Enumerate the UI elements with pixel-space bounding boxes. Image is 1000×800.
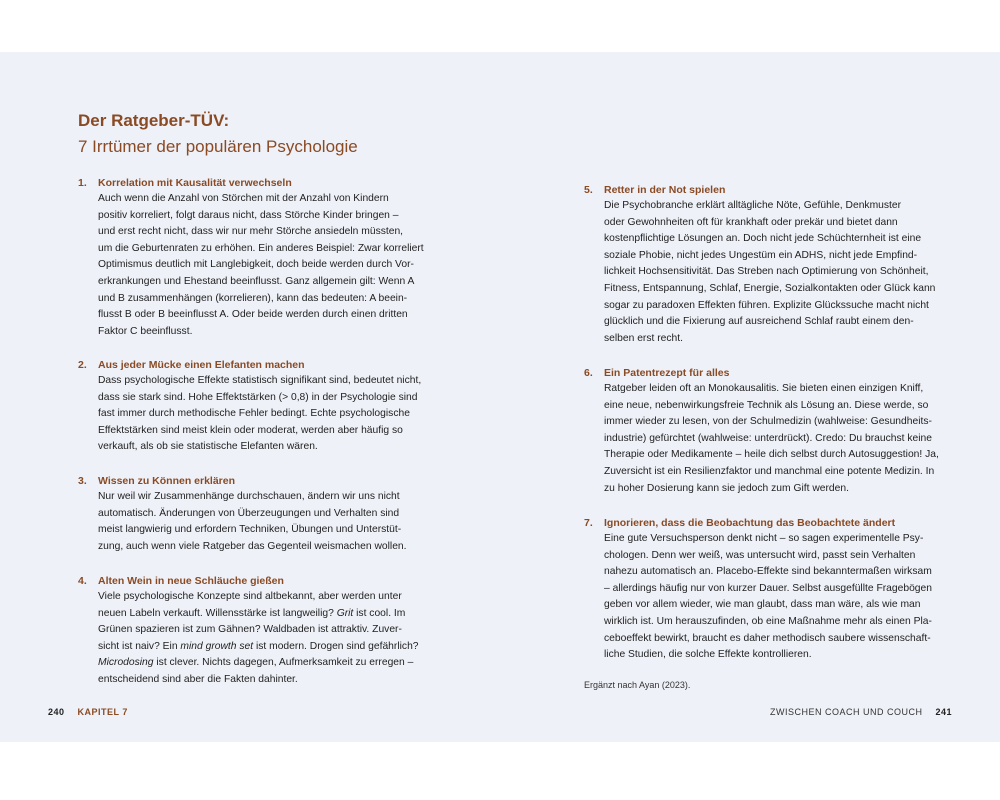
body-line: erkrankungen und Ehestand beeinflusst. Ganz allgemein gilt: Wenn A xyxy=(98,275,415,287)
body-line: geben vor allem wieder, wie man glaubt, dass man wäre, als wie man xyxy=(604,599,921,611)
body-line: automatisch. Änderungen von Überzeugungen und Verhalten sind xyxy=(98,507,400,519)
body-line: chologen. Denn wer weiß, was untersucht wird, passt sein Verhalten xyxy=(604,549,916,561)
body-line: Faktor C beeinflusst. xyxy=(98,325,193,337)
list-item-7 xyxy=(584,515,964,664)
item-heading: Retter in der Not spielen xyxy=(604,184,726,196)
list-item-1 xyxy=(78,175,438,340)
list-item-6 xyxy=(584,365,964,497)
item-number: 7. xyxy=(584,517,593,529)
body-line: glücklich und die Fixierung auf ausreichend Schlaf raubt einem den- xyxy=(604,316,914,328)
item-body xyxy=(98,589,438,689)
body-line: fast immer durch methodische Fehler bedingt. Echte psychologische xyxy=(98,408,410,420)
page-number-right: 241 xyxy=(935,707,952,717)
item-number: 3. xyxy=(78,475,87,487)
running-head-title: ZWISCHEN COACH UND COUCH xyxy=(769,707,923,717)
item-body xyxy=(604,381,964,497)
body-line: Dass psychologische Effekte statistisch signifikant sind, bedeutet nicht, xyxy=(98,375,422,386)
item-heading: Korrelation mit Kausalität verwechseln xyxy=(98,177,292,189)
body-line: Fitness, Entspannung, Schlaf, Energie, Sozialkontakten oder Glück kann xyxy=(604,282,936,294)
body-line: verkauft, als ob sie statistische Elefanten wären. xyxy=(98,441,318,453)
body-line: sogar zu paradoxen Effekten führen. Explizite Glückssuche macht nicht xyxy=(604,299,929,311)
body-line: soziale Phobie, nicht jedes Ungestüm ein ADHS, nicht jede Empfind- xyxy=(604,249,918,261)
italic-term: mind growth set xyxy=(180,640,254,652)
body-line: neuen Labeln verkauft. Willensstärke ist langweilig? Grit ist cool. Im xyxy=(98,607,406,619)
body-line: Zuversicht ist ein Resilienzfaktor und manchmal eine potente Medizin. In xyxy=(604,465,935,477)
body-line: flusst B oder B beeinflusst A. Oder beide werden durch einen dritten xyxy=(98,309,408,321)
page-subtitle: 7 Irrtümer der populären Psychologie xyxy=(78,137,358,156)
list-item-5 xyxy=(584,182,964,347)
body-line: und erst recht nicht, dass wir nur mehr Störche ansiedeln müssten, xyxy=(98,226,404,238)
item-body xyxy=(604,198,964,347)
body-line: positiv korreliert, folgt daraus nicht, dass Störche Kinder bringen – xyxy=(98,209,399,221)
item-number: 4. xyxy=(78,575,87,587)
body-line: nahezu automatisch an. Placebo-Effekte sind bekanntermaßen wirksam xyxy=(604,566,932,578)
item-heading: Alten Wein in neue Schläuche gießen xyxy=(98,575,284,587)
body-line: ceboeffekt bewirkt, braucht es daher methodisch saubere wissenschaft- xyxy=(604,632,931,644)
item-body xyxy=(98,489,438,555)
item-number: 1. xyxy=(78,177,87,189)
body-line: zung, auch wenn viele Ratgeber das Gegenteil weismachen wollen. xyxy=(98,540,407,552)
item-heading: Ignorieren, dass die Beobachtung das Beobachtete ändert xyxy=(604,517,896,529)
body-line: Eine gute Versuchsperson denkt nicht – so sagen experimentelle Psy- xyxy=(604,533,924,544)
body-line: eine neue, nebenwirkungsfreie Technik als Lösung an. Diese werde, so xyxy=(604,399,929,411)
source-note: Ergänzt nach Ayan (2023). xyxy=(584,680,691,690)
body-line: Ratgeber leiden oft an Monokausalitis. Sie bieten einen einzigen Kniff, xyxy=(604,383,924,394)
item-number: 5. xyxy=(584,184,593,196)
body-line: Viele psychologische Konzepte sind altbekannt, aber werden unter xyxy=(98,591,402,602)
body-line: liche Studien, die solche Effekte kontrollieren. xyxy=(604,649,812,661)
body-line: zu hoher Dosierung kann sie jedoch zum Gift werden. xyxy=(604,482,849,494)
italic-term: Grit xyxy=(336,607,354,619)
body-line: Therapie oder Medikamente – heile dich selbst durch Autosuggestion! Ja, xyxy=(604,449,939,461)
list-item-3 xyxy=(78,473,438,555)
body-line: Auch wenn die Anzahl von Störchen mit der Anzahl von Kindern xyxy=(98,193,389,204)
body-line: Microdosing ist clever. Nichts dagegen, Aufmerksamkeit zu erregen – xyxy=(98,657,414,669)
body-line: Nur weil wir Zusammenhänge durchschauen, ändern wir uns nicht xyxy=(98,491,400,502)
body-line: sicht ist naiv? Ein mind growth set ist modern. Drogen sind gefährlich? xyxy=(98,640,419,652)
item-number: 6. xyxy=(584,367,593,379)
item-body xyxy=(604,531,964,664)
body-line: oder Gewohnheiten oft für krankhaft oder prekär und bietet dann xyxy=(604,216,898,228)
italic-term: Microdosing xyxy=(98,657,154,669)
body-line: Grünen spazieren ist zum Gähnen? Waldbaden ist attraktiv. Zuver- xyxy=(98,624,402,636)
body-line: selben erst recht. xyxy=(604,332,683,344)
body-line: immer wieder zu lesen, von der Schulmedizin (wahlweise: Gesundheits- xyxy=(604,416,932,428)
body-line: entscheidend sind aber die Fakten dahinter. xyxy=(98,673,298,685)
body-line: industrie) gefürchtet (wahlweise: unterdrückt). Credo: Du brauchst keine xyxy=(604,432,932,444)
body-line: wirklich ist. Um herauszufinden, ob eine Maßnahme mehr als einen Pla- xyxy=(604,615,932,627)
item-body xyxy=(98,191,438,340)
item-heading: Aus jeder Mücke einen Elefanten machen xyxy=(98,359,305,371)
body-line: – allerdings häufig nur von kurzer Dauer. Selbst ausgefüllte Fragebögen xyxy=(604,582,932,594)
body-line: meist langwierig und erfordern Techniken, Übungen und Unterstüt- xyxy=(98,524,402,536)
body-line: kostenpflichtige Lösungen an. Doch nicht jede Schüchternheit ist eine xyxy=(604,233,922,245)
body-line: lichkeit Hochsensitivität. Das Streben nach Optimierung von Schönheit, xyxy=(604,266,929,278)
item-number: 2. xyxy=(78,359,87,371)
body-line: Die Psychobranche erklärt alltägliche Nöte, Gefühle, Denkmuster xyxy=(604,200,902,211)
page-number-left: 240 xyxy=(48,707,65,717)
body-line: um die Geburtenraten zu erhöhen. Ein anderes Beispiel: Zwar korreliert xyxy=(98,242,424,254)
body-line: dass sie stark sind. Hohe Effektstärken (> 0,8) in der Psychologie sind xyxy=(98,391,418,403)
footer-left xyxy=(48,707,128,717)
footer-right xyxy=(770,707,952,717)
running-head-chapter: KAPITEL 7 xyxy=(77,707,128,717)
body-line: Effektstärken sind meist klein oder moderat, werden aber häufig so xyxy=(98,424,403,436)
item-heading: Ein Patentrezept für alles xyxy=(604,367,730,379)
page-title: Der Ratgeber-TÜV: xyxy=(78,111,230,130)
list-item-4 xyxy=(78,573,438,689)
list-item-2 xyxy=(78,357,438,456)
item-body xyxy=(98,373,438,456)
body-line: Optimismus deutlich mit Langlebigkeit, doch beide werden durch Vor- xyxy=(98,259,414,271)
body-line: und B zusammenhängen (korrelieren), kann das bedeuten: A beein- xyxy=(98,292,408,304)
item-heading: Wissen zu Können erklären xyxy=(98,475,236,487)
